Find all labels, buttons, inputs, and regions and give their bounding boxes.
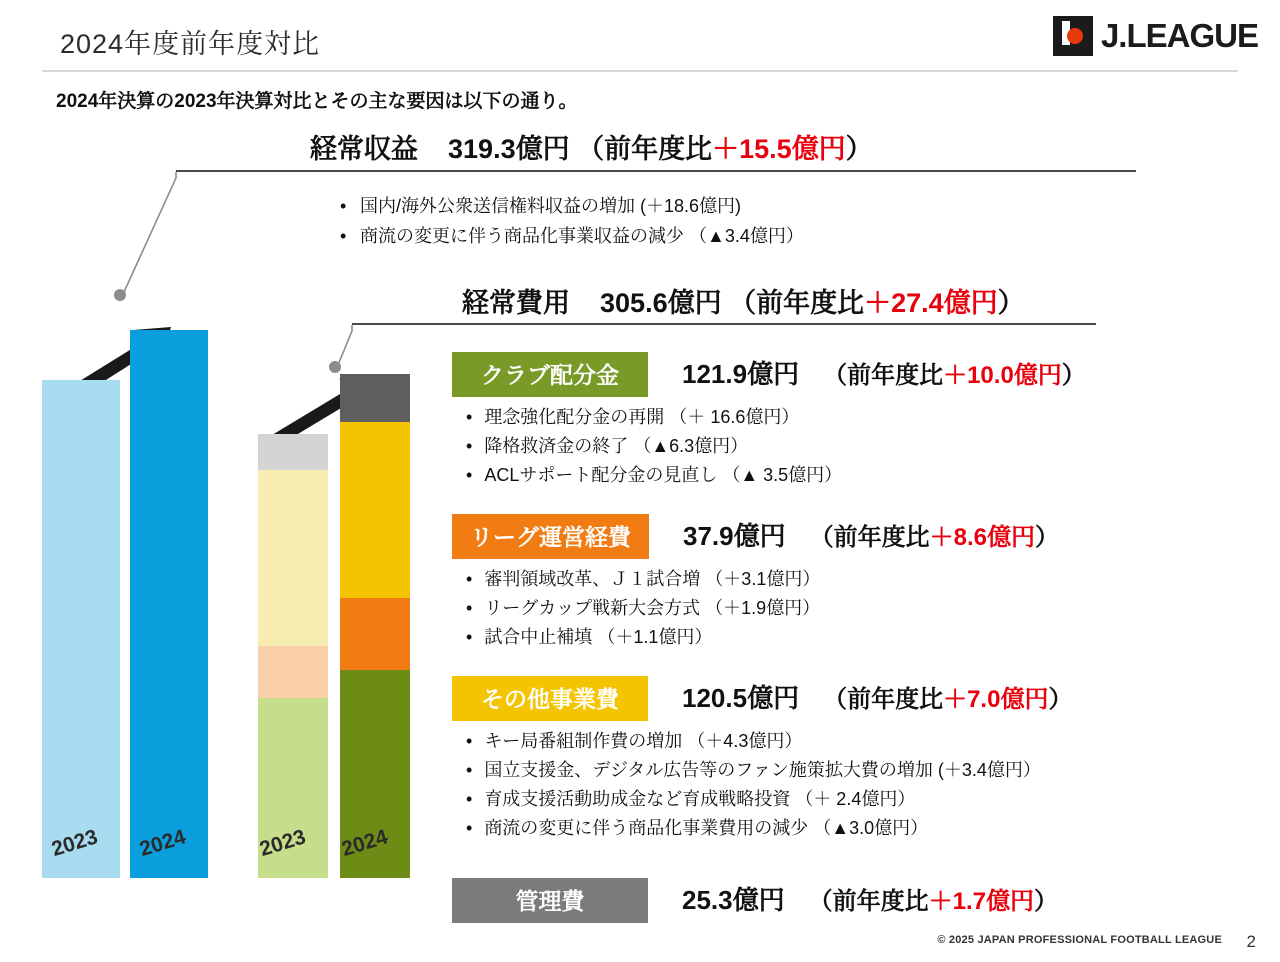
section-bullet-text: 商流の変更に伴う商品化事業費用の減少 （▲3.0億円）: [484, 818, 929, 839]
section-delta-value: ＋8.6億円: [929, 524, 1035, 551]
status-badge: その他事業費: [452, 676, 648, 721]
list-item: [466, 727, 1072, 756]
bar-segment-league-2023: [258, 646, 328, 698]
section-other-business: [452, 676, 1072, 844]
list-item: [466, 432, 1086, 461]
section-league-operations: [452, 514, 1059, 652]
section-delta-value: ＋7.0億円: [943, 686, 1049, 713]
section-delta-suffix: ）: [1048, 686, 1073, 713]
section-amount: 25.3億円: [682, 885, 785, 915]
jleague-logo: [1053, 16, 1258, 56]
revenue-label: 経常収益: [310, 134, 418, 164]
section-amount: 37.9億円: [683, 521, 786, 551]
revenue-bullet-text: 国内/海外公衆送信権料収益の増加 (＋18.6億円): [360, 196, 742, 216]
section-bullet-list: [466, 403, 1086, 490]
list-item: [466, 814, 1072, 843]
page-number: 2: [1246, 932, 1256, 951]
list-item: [466, 594, 1059, 623]
bullet-dot-icon: •: [466, 569, 473, 589]
section-delta: [823, 679, 1072, 714]
section-bullet-list: [466, 565, 1059, 652]
footer-copyright: © 2025 JAPAN PROFESSIONAL FOOTBALL LEAGUE: [937, 934, 1222, 946]
revenue-divider: [176, 170, 1136, 172]
section-bullet-text: 育成支援活動助成金など育成戦略投資 （＋ 2.4億円）: [484, 789, 916, 810]
status-badge: 管理費: [452, 878, 648, 923]
list-item: [466, 461, 1086, 490]
expense-label: 経常費用: [462, 288, 570, 318]
expense-delta-prefix: （前年度比: [729, 288, 865, 318]
list-item: [340, 222, 804, 252]
section-delta-prefix: （前年度比: [823, 686, 944, 713]
expense-headline: [462, 281, 1025, 320]
section-delta-suffix: ）: [1034, 524, 1059, 551]
revenue-bullet-text: 商流の変更に伴う商品化事業収益の減少 （▲3.4億円）: [360, 225, 804, 246]
status-badge: リーグ運営経費: [452, 514, 649, 559]
bullet-dot-icon: •: [466, 598, 473, 619]
bar-segment-admin-2024: [340, 374, 410, 422]
header-divider: [42, 70, 1238, 72]
jleague-logo-text: J.LEAGUE: [1100, 17, 1258, 54]
status-badge: クラブ配分金: [452, 352, 648, 397]
bullet-dot-icon: •: [466, 789, 473, 810]
section-delta-prefix: （前年度比: [823, 362, 944, 389]
bar-segment-admin-2023: [258, 434, 328, 470]
axis-label-2024: 2024: [136, 825, 189, 862]
section-delta-value: ＋10.0億円: [943, 362, 1062, 389]
section-bullet-text: キー局番組制作費の増加 （＋4.3億円）: [484, 731, 803, 751]
section-amount: 120.5億円: [682, 683, 800, 713]
lead-text: 2024年決算の2023年決算対比とその主な要因は以下の通り。: [56, 91, 578, 112]
section-delta-prefix: （前年度比: [809, 524, 930, 551]
section-delta: [810, 517, 1059, 552]
page-title: 2024年度前年度対比: [60, 29, 321, 59]
section-administration: [452, 878, 1058, 923]
bar-segment-other-2023: [258, 470, 328, 646]
bullet-dot-icon: •: [466, 760, 473, 781]
expense-divider: [352, 323, 1096, 325]
bullet-dot-icon: •: [466, 407, 473, 427]
section-delta-suffix: ）: [1033, 888, 1058, 915]
bullet-dot-icon: •: [466, 818, 473, 839]
section-bullet-list: [466, 727, 1072, 844]
list-item: [466, 565, 1059, 594]
bullet-dot-icon: •: [340, 196, 347, 216]
section-bullet-text: リーグカップ戦新大会方式 （＋1.9億円）: [484, 598, 821, 619]
section-delta-suffix: ）: [1061, 362, 1086, 389]
bar-revenue-2024: [130, 330, 208, 878]
section-header: [452, 878, 1058, 923]
jleague-logo-icon: [1053, 16, 1093, 56]
list-item: [340, 192, 804, 222]
axis-label-2023: 2023: [256, 825, 309, 862]
section-delta: [823, 355, 1086, 390]
bullet-dot-icon: •: [466, 627, 473, 648]
section-bullet-text: 国立支援金、デジタル広告等のファン施策拡大費の増加 (＋3.4億円）: [484, 760, 1041, 781]
section-bullet-text: 試合中止補填 （＋1.1億円）: [484, 627, 713, 648]
list-item: [466, 623, 1059, 652]
revenue-amount: 319.3億円: [448, 134, 570, 164]
section-header: [452, 676, 1072, 721]
bar-segment-league-2024: [340, 598, 410, 670]
section-header: [452, 514, 1059, 559]
bullet-dot-icon: •: [466, 465, 473, 486]
list-item: [466, 756, 1072, 785]
section-delta-prefix: （前年度比: [808, 888, 929, 915]
bullet-dot-icon: •: [466, 731, 473, 751]
section-bullet-text: 理念強化配分金の再開 （＋ 16.6億円）: [484, 407, 800, 427]
revenue-delta-suffix: ）: [845, 134, 873, 164]
bullet-dot-icon: •: [340, 225, 347, 246]
section-amount: 121.9億円: [682, 359, 800, 389]
list-item: [466, 785, 1072, 814]
revenue-delta: ＋15.5億円: [712, 134, 846, 164]
expense-chart: [258, 374, 438, 878]
bar-expense-2024: [340, 374, 410, 878]
section-header: [452, 352, 1086, 397]
section-club-distribution: [452, 352, 1086, 490]
bar-expense-2023: [258, 434, 328, 878]
expense-delta-suffix: ）: [997, 288, 1025, 318]
axis-label-2024: 2024: [338, 825, 391, 862]
section-bullet-text: ACLサポート配分金の見直し （▲ 3.5億円）: [484, 465, 843, 486]
section-bullet-text: 降格救済金の終了 （▲6.3億円）: [484, 436, 749, 457]
axis-label-2023: 2023: [48, 825, 101, 862]
section-delta-value: ＋1.7億円: [928, 888, 1034, 915]
expense-delta: ＋27.4億円: [864, 288, 998, 318]
expense-amount: 305.6億円: [600, 288, 722, 318]
bullet-dot-icon: •: [466, 436, 473, 457]
section-delta: [809, 881, 1058, 916]
revenue-headline: [310, 127, 873, 166]
bar-revenue-2023: [42, 380, 120, 878]
revenue-bullet-list: [340, 192, 804, 251]
bar-segment-other-2024: [340, 422, 410, 598]
list-item: [466, 403, 1086, 432]
revenue-chart: [42, 330, 232, 878]
section-bullet-text: 審判領域改革、Ｊ１試合増 （＋3.1億円）: [484, 569, 821, 589]
revenue-delta-prefix: （前年度比: [577, 134, 713, 164]
